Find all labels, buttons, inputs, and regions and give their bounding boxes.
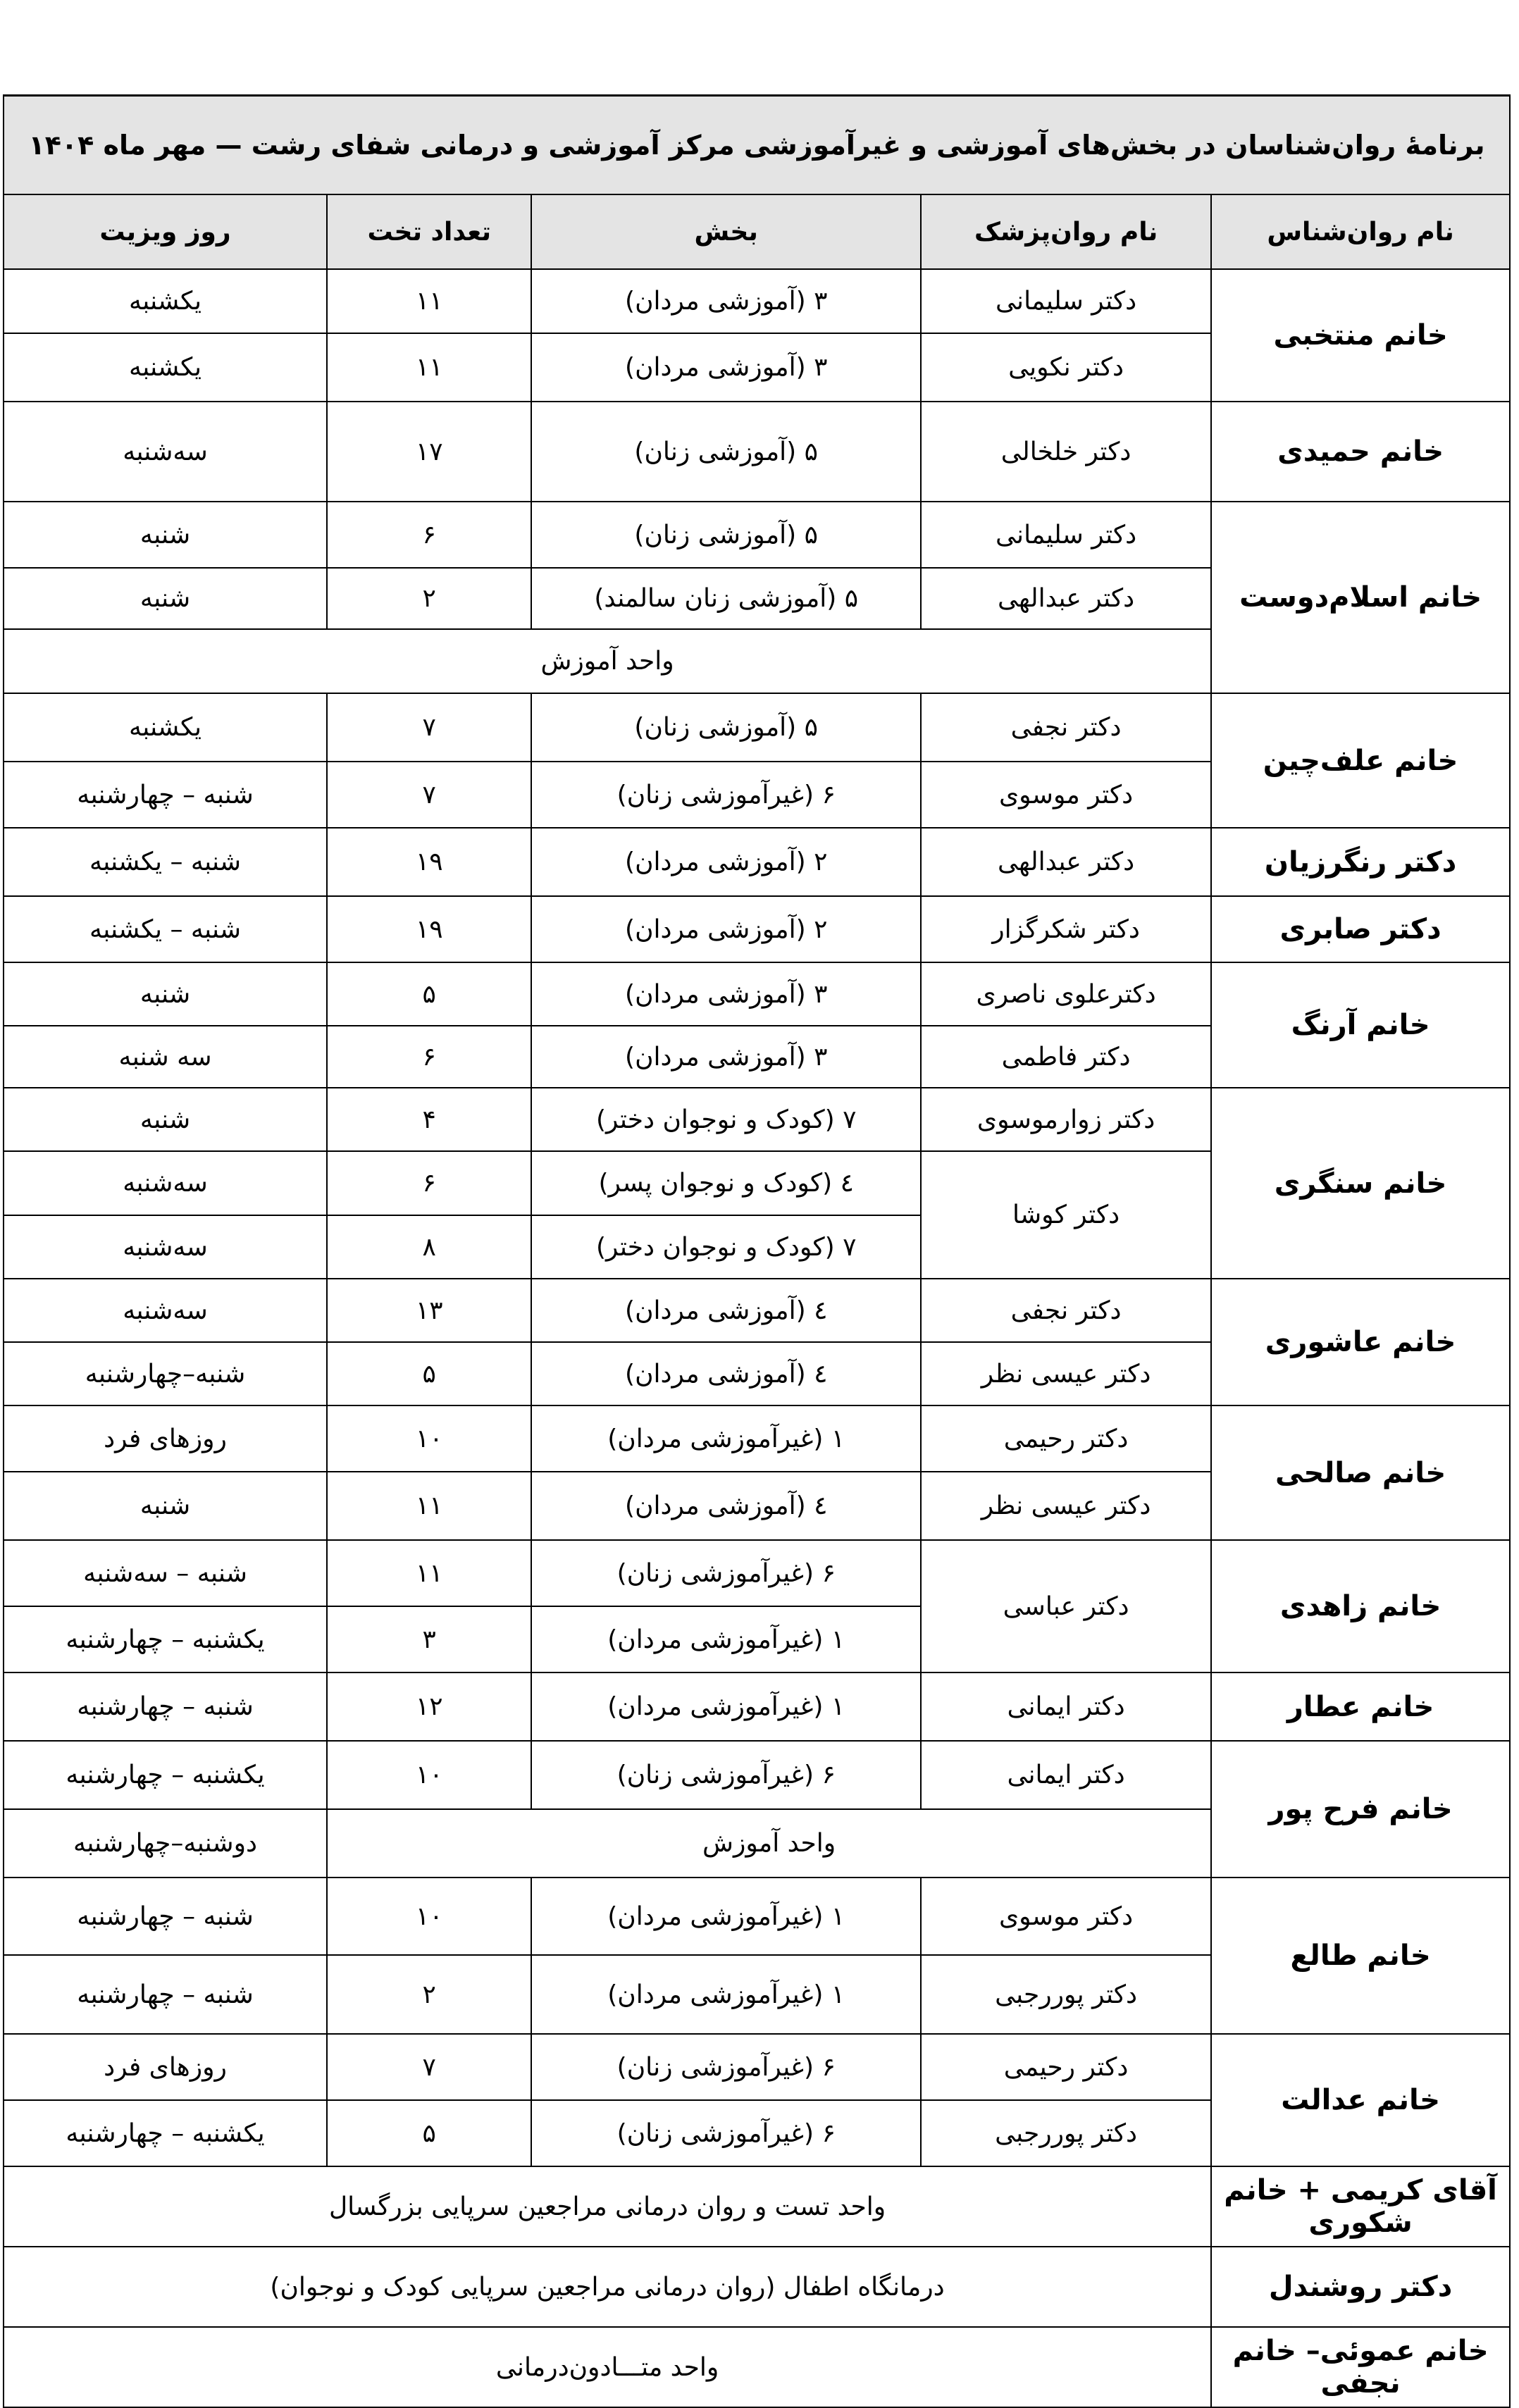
ward: ۳ (آموزشی مردان) [531, 1026, 921, 1088]
visit-day: یکشنبه – چهارشنبه [4, 1741, 327, 1809]
bed-count: ۸ [327, 1215, 531, 1279]
visit-day: یکشنبه – چهارشنبه [4, 1606, 327, 1672]
visit-day: شنبه – یکشنبه [4, 896, 327, 962]
unit-label: درمانگاه اطفال (روان درمانی مراجعین سرپایی کودک و نوجوان) [4, 2247, 1211, 2327]
psychiatrist-name: دکتر عبدالهی [921, 568, 1211, 629]
page-title: برنامهٔ روان‌شناسان در بخش‌های آموزشی و غیرآموزشی مرکز آموزشی و درمانی شفای رشت — مهر ماه ۱۴۰۴ [4, 96, 1510, 195]
psychologist-name: خانم زاهدی [1211, 1540, 1510, 1672]
ward: ۱ (غیرآموزشی مردان) [531, 1955, 921, 2034]
bed-count: ۱۹ [327, 896, 531, 962]
psychiatrist-name: دکتر ایمانی [921, 1672, 1211, 1741]
psychologist-name: خانم آرنگ [1211, 962, 1510, 1088]
bed-count: ۶ [327, 1026, 531, 1088]
psychiatrist-name: دکترعلوی ناصری [921, 962, 1211, 1026]
visit-day: سه‌شنبه [4, 402, 327, 502]
visit-day: سه‌شنبه [4, 1215, 327, 1279]
psychiatrist-name: دکتر نجفی [921, 693, 1211, 762]
ward: ٤ (آموزشی مردان) [531, 1279, 921, 1342]
psychologist-name: خانم فرح پور [1211, 1741, 1510, 1878]
psychiatrist-name: دکتر ایمانی [921, 1741, 1211, 1809]
bed-count: ۱۰ [327, 1405, 531, 1472]
visit-day: شنبه [4, 502, 327, 568]
bed-count: ۱۱ [327, 1540, 531, 1606]
bed-count: ۲ [327, 568, 531, 629]
psychiatrist-name: دکتر پوررجبی [921, 2100, 1211, 2166]
psychologist-name: خانم علف‌چین [1211, 693, 1510, 828]
ward: ۵ (آموزشی زنان) [531, 693, 921, 762]
psychologist-name: خانم حمیدی [1211, 402, 1510, 502]
visit-day: شنبه–چهارشنبه [4, 1342, 327, 1405]
table-row [4, 962, 1510, 1026]
header-row [4, 194, 1510, 269]
unit-label: واحد آموزش [327, 1809, 1211, 1878]
psychiatrist-name: دکتر رحیمی [921, 2034, 1211, 2100]
psychologist-name: دکتر روشندل [1211, 2247, 1510, 2327]
header-psychologist: نام روان‌شناس [1211, 194, 1510, 269]
ward: ۶ (غیرآموزشی زنان) [531, 2034, 921, 2100]
header-visit-day: روز ویزیت [4, 194, 327, 269]
visit-day: شنبه [4, 1088, 327, 1151]
bed-count: ۷ [327, 762, 531, 828]
ward: ۲ (آموزشی مردان) [531, 828, 921, 896]
ward: ۱ (غیرآموزشی مردان) [531, 1878, 921, 1955]
psychologist-name: خانم عاشوری [1211, 1279, 1510, 1405]
psychologist-name: خانم طالع [1211, 1878, 1510, 2034]
psychologist-name: آقای کریمی + خانم شکوری [1211, 2166, 1510, 2247]
table-row [4, 1672, 1510, 1741]
ward: ۲ (آموزشی مردان) [531, 896, 921, 962]
ward: ۶ (غیرآموزشی زنان) [531, 762, 921, 828]
header-ward: بخش [531, 194, 921, 269]
bed-count: ۱۷ [327, 402, 531, 502]
table-row [4, 828, 1510, 896]
table-row [4, 2247, 1510, 2327]
visit-day: شنبه – چهارشنبه [4, 1672, 327, 1741]
bed-count: ۱۳ [327, 1279, 531, 1342]
ward: ۵ (آموزشی زنان) [531, 502, 921, 568]
psychiatrist-name: دکتر پوررجبی [921, 1955, 1211, 2034]
bed-count: ۱۰ [327, 1741, 531, 1809]
psychiatrist-name: دکتر سلیمانی [921, 269, 1211, 333]
ward: ۳ (آموزشی مردان) [531, 269, 921, 333]
unit-label: واحد متـــادون‌درمانی [4, 2327, 1211, 2407]
table-row [4, 2034, 1510, 2100]
table-row [4, 1540, 1510, 1606]
psychologist-name: دکتر رنگرزیان [1211, 828, 1510, 896]
psychiatrist-name: دکتر فاطمی [921, 1026, 1211, 1088]
ward: ۶ (غیرآموزشی زنان) [531, 1540, 921, 1606]
bed-count: ۱۱ [327, 333, 531, 402]
ward: ۷ (کودک و نوجوان دختر) [531, 1215, 921, 1279]
psychiatrist-name: دکتر عیسی نظر [921, 1472, 1211, 1540]
visit-day: روزهای فرد [4, 2034, 327, 2100]
psychologist-name: خانم عطار [1211, 1672, 1510, 1741]
psychiatrist-name: دکتر سلیمانی [921, 502, 1211, 568]
bed-count: ۷ [327, 2034, 531, 2100]
unit-label: واحد آموزش [4, 629, 1211, 693]
ward: ۱ (غیرآموزشی مردان) [531, 1672, 921, 1741]
psychiatrist-name: دکتر کوشا [921, 1151, 1211, 1279]
table-row [4, 1741, 1510, 1809]
psychiatrist-name: دکتر شکرگزار [921, 896, 1211, 962]
psychiatrist-name: دکتر عیسی نظر [921, 1342, 1211, 1405]
ward: ۵ (آموزشی زنان سالمند) [531, 568, 921, 629]
visit-day: یکشنبه [4, 693, 327, 762]
table-row [4, 402, 1510, 502]
visit-day: شنبه – چهارشنبه [4, 1878, 327, 1955]
bed-count: ۱۱ [327, 1472, 531, 1540]
bed-count: ۵ [327, 2100, 531, 2166]
psychiatrist-name: دکتر خلخالی [921, 402, 1211, 502]
ward: ٤ (آموزشی مردان) [531, 1472, 921, 1540]
table-row [4, 1405, 1510, 1472]
schedule-table [3, 94, 1511, 2408]
psychiatrist-name: دکتر زوارموسوی [921, 1088, 1211, 1151]
psychologist-name: خانم عموئی– خانم نجفی [1211, 2327, 1510, 2407]
visit-day: شنبه [4, 962, 327, 1026]
bed-count: ۲ [327, 1955, 531, 2034]
table-row [4, 1878, 1510, 1955]
psychiatrist-name: دکتر رحیمی [921, 1405, 1211, 1472]
psychiatrist-name: دکتر عباسی [921, 1540, 1211, 1672]
bed-count: ۵ [327, 962, 531, 1026]
psychologist-name: دکتر صابری [1211, 896, 1510, 962]
table-row [4, 1279, 1510, 1342]
psychologist-name: خانم صالحی [1211, 1405, 1510, 1540]
ward: ٤ (آموزشی مردان) [531, 1342, 921, 1405]
visit-day: شنبه – چهارشنبه [4, 762, 327, 828]
psychologist-name: خانم منتخبی [1211, 269, 1510, 402]
visit-day: سه‌شنبه [4, 1279, 327, 1342]
visit-day: شنبه – یکشنبه [4, 828, 327, 896]
header-psychiatrist: نام روان‌پزشک [921, 194, 1211, 269]
bed-count: ۱۹ [327, 828, 531, 896]
bed-count: ۶ [327, 1151, 531, 1215]
psychologist-name: خانم عدالت [1211, 2034, 1510, 2166]
psychiatrist-name: دکتر نجفی [921, 1279, 1211, 1342]
visit-day: شنبه – سه‌شنبه [4, 1540, 327, 1606]
psychiatrist-name: دکتر موسوی [921, 762, 1211, 828]
table-row [4, 2327, 1510, 2407]
bed-count: ۷ [327, 693, 531, 762]
table-row [4, 1088, 1510, 1151]
visit-day: یکشنبه [4, 333, 327, 402]
bed-count: ۱۱ [327, 269, 531, 333]
ward: ۶ (غیرآموزشی زنان) [531, 2100, 921, 2166]
visit-day: یکشنبه – چهارشنبه [4, 2100, 327, 2166]
bed-count: ۶ [327, 502, 531, 568]
psychiatrist-name: دکتر نکویی [921, 333, 1211, 402]
ward: ٤ (کودک و نوجوان پسر) [531, 1151, 921, 1215]
unit-label: واحد تست و روان درمانی مراجعین سرپایی بزرگسال [4, 2166, 1211, 2247]
title-row [4, 96, 1510, 195]
ward: ۳ (آموزشی مردان) [531, 962, 921, 1026]
ward: ۵ (آموزشی زنان) [531, 402, 921, 502]
visit-day: روزهای فرد [4, 1405, 327, 1472]
psychiatrist-name: دکتر عبدالهی [921, 828, 1211, 896]
visit-day: شنبه – چهارشنبه [4, 1955, 327, 2034]
visit-day: شنبه [4, 568, 327, 629]
bed-count: ۵ [327, 1342, 531, 1405]
visit-day: سه‌شنبه [4, 1151, 327, 1215]
visit-day: یکشنبه [4, 269, 327, 333]
ward: ۷ (کودک و نوجوان دختر) [531, 1088, 921, 1151]
bed-count: ۱۲ [327, 1672, 531, 1741]
table-row [4, 693, 1510, 762]
ward: ۶ (غیرآموزشی زنان) [531, 1741, 921, 1809]
ward: ۳ (آموزشی مردان) [531, 333, 921, 402]
visit-day: دوشنبه–چهارشنبه [4, 1809, 327, 1878]
visit-day: شنبه [4, 1472, 327, 1540]
bed-count: ۱۰ [327, 1878, 531, 1955]
table-row [4, 896, 1510, 962]
psychologist-name: خانم سنگری [1211, 1088, 1510, 1279]
psychologist-name: خانم اسلام‌دوست [1211, 502, 1510, 693]
table-row [4, 2166, 1510, 2247]
psychiatrist-name: دکتر موسوی [921, 1878, 1211, 1955]
ward: ۱ (غیرآموزشی مردان) [531, 1405, 921, 1472]
bed-count: ۳ [327, 1606, 531, 1672]
table-row [4, 269, 1510, 333]
ward: ۱ (غیرآموزشی مردان) [531, 1606, 921, 1672]
header-beds: تعداد تخت [327, 194, 531, 269]
visit-day: سه شنبه [4, 1026, 327, 1088]
bed-count: ۴ [327, 1088, 531, 1151]
table-row [4, 502, 1510, 568]
